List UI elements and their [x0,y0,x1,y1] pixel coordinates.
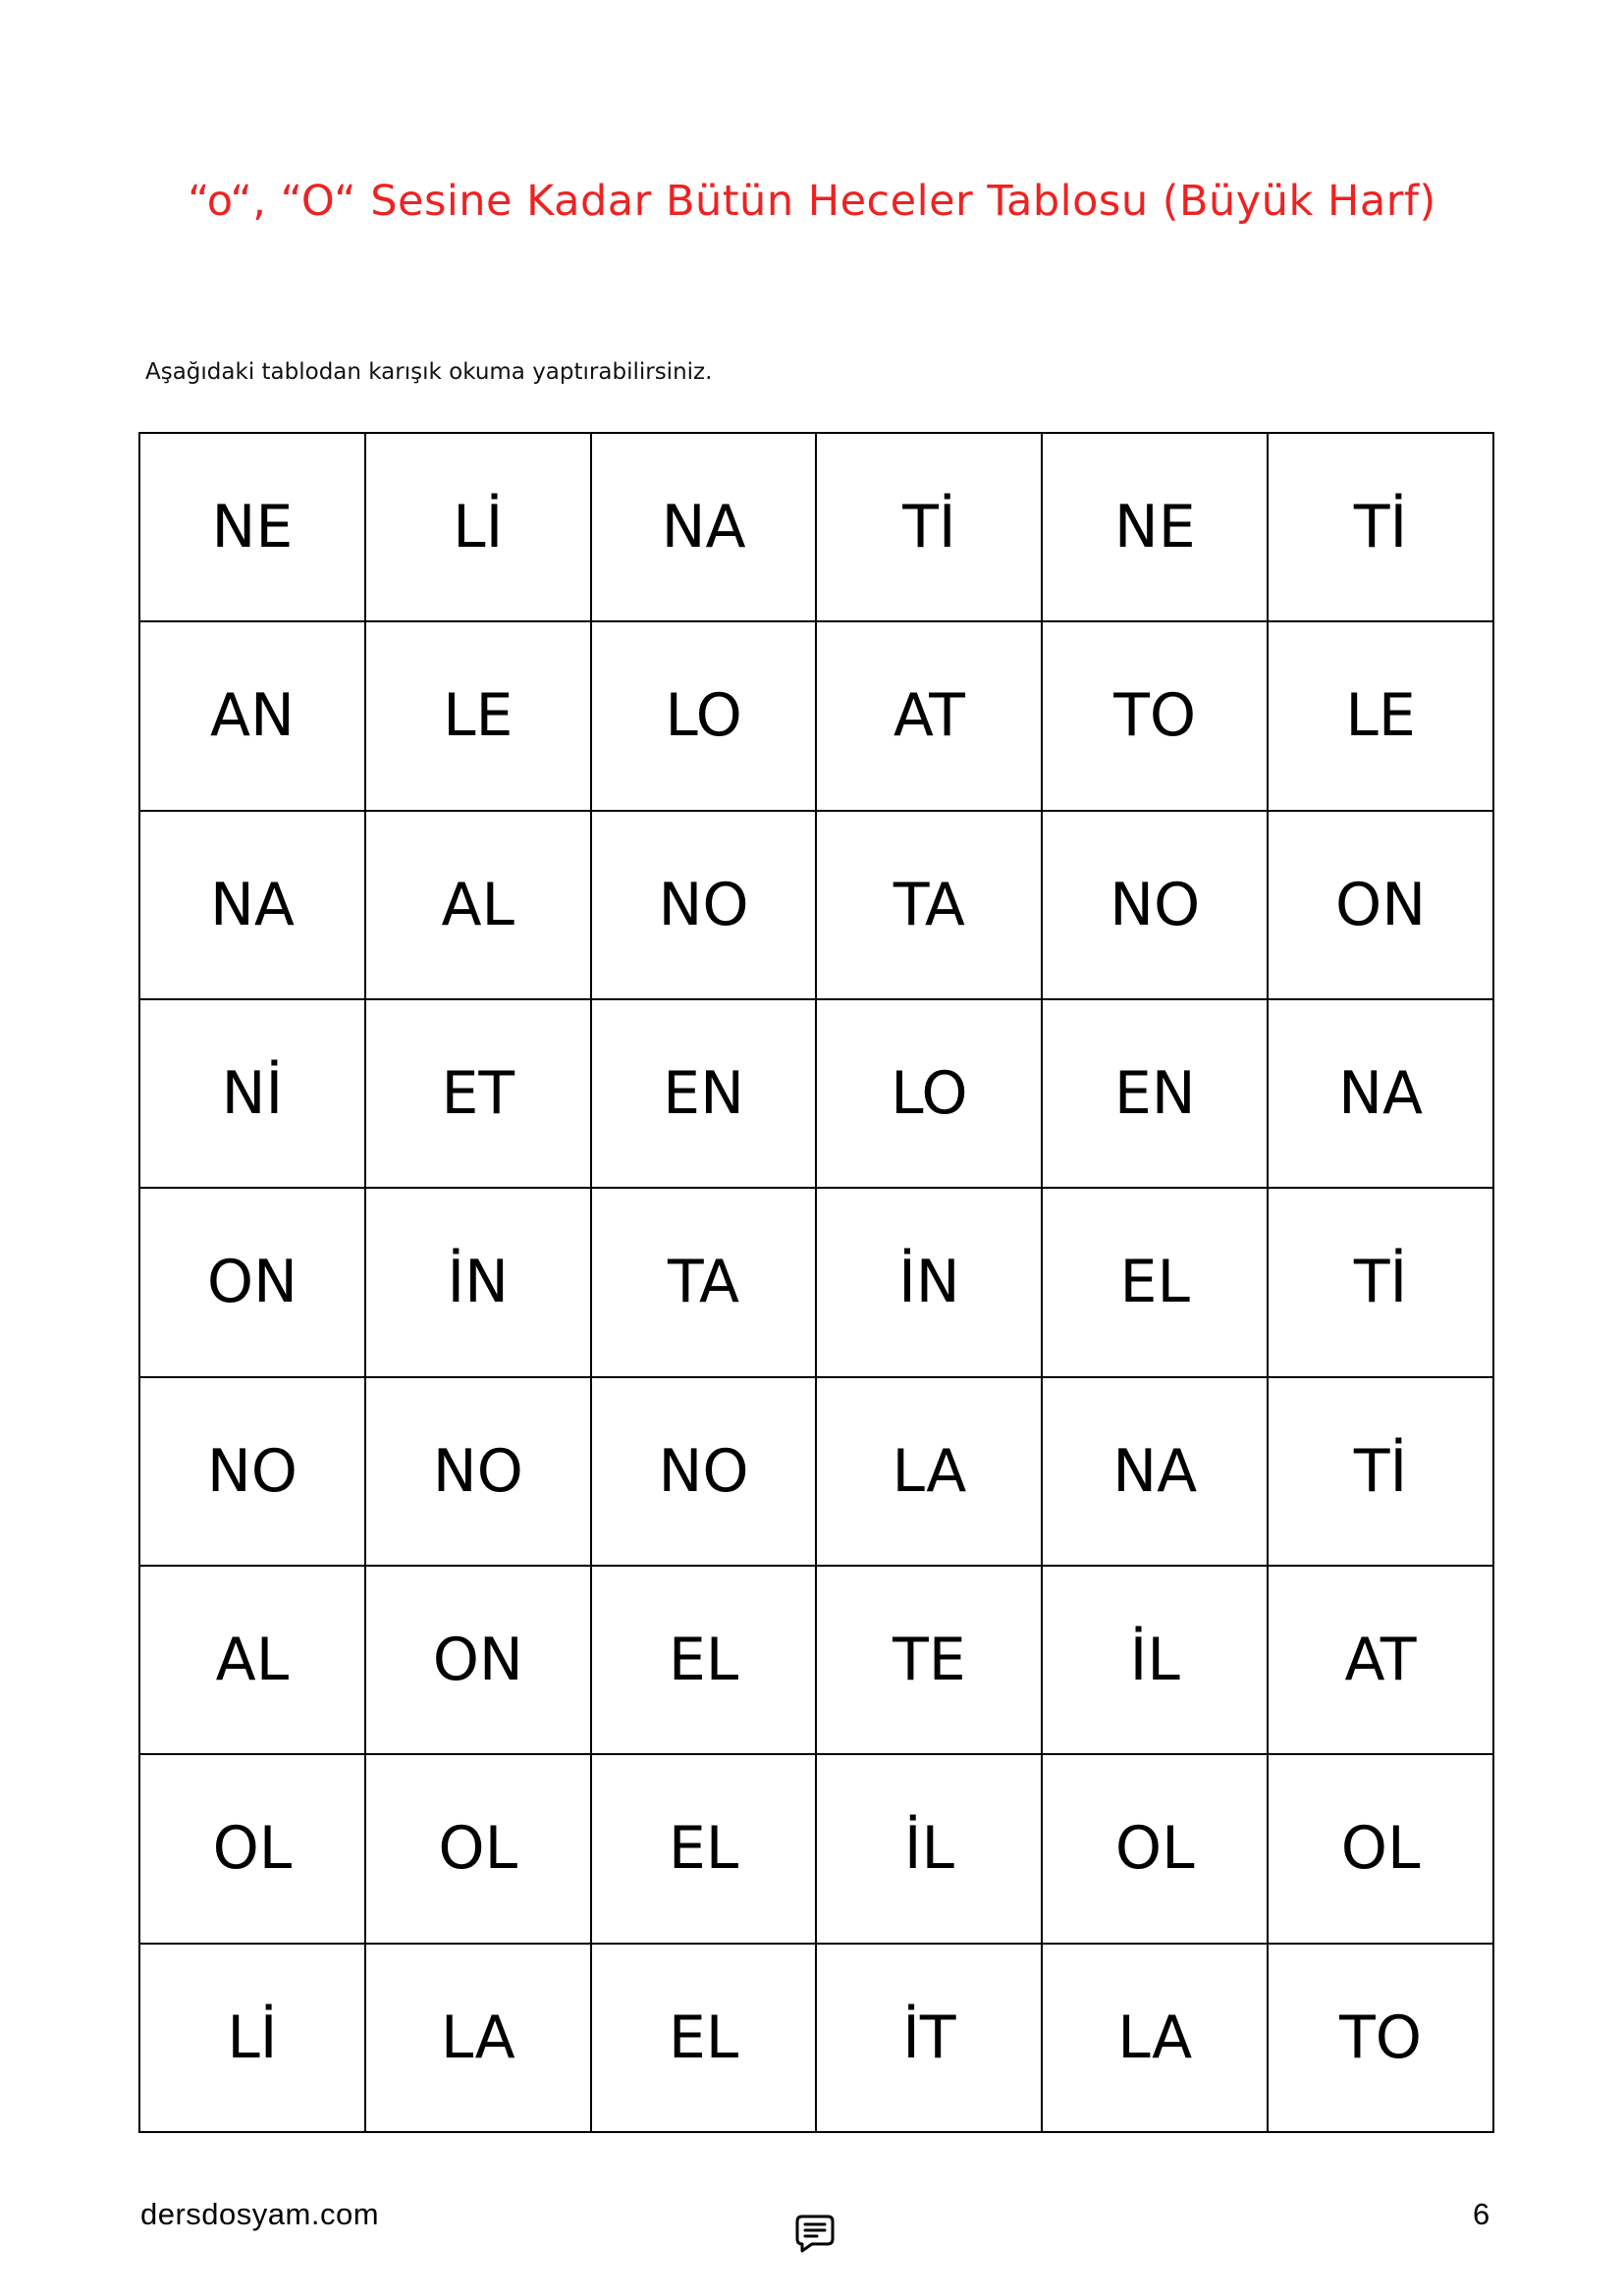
syllable-cell: Tİ [1268,433,1493,621]
syllable-cell: TO [1268,1944,1493,2132]
syllable-cell: İT [816,1944,1042,2132]
syllable-cell: EL [1042,1188,1268,1376]
syllable-cell: AL [365,811,591,999]
syllable-cell: EN [1042,999,1268,1188]
table-row [139,1944,1493,2132]
syllable-cell: OL [1042,1754,1268,1943]
syllable-cell: OL [1268,1754,1493,1943]
table-row [139,433,1493,621]
syllable-cell: TE [816,1566,1042,1754]
syllable-cell: NO [591,811,817,999]
footer-site-name: dersdosyam.com [140,2197,380,2231]
syllable-cell: TO [1042,621,1268,810]
syllable-cell: LA [1042,1944,1268,2132]
syllable-cell: İN [816,1188,1042,1376]
syllable-cell: NA [1042,1377,1268,1566]
syllable-cell: EL [591,1944,817,2132]
syllable-cell: NA [139,811,365,999]
table-row [139,1377,1493,1566]
syllable-cell: Nİ [139,999,365,1188]
syllable-cell: LO [591,621,817,810]
syllable-cell: EL [591,1566,817,1754]
instruction-text: Aşağıdaki tablodan karışık okuma yaptırabilirsiniz. [145,359,713,385]
syllable-cell: Tİ [1268,1188,1493,1376]
syllable-cell: OL [139,1754,365,1943]
syllable-cell: ET [365,999,591,1188]
syllable-cell: NA [591,433,817,621]
table-row [139,1754,1493,1943]
syllable-cell: ON [139,1188,365,1376]
syllable-cell: NO [139,1377,365,1566]
syllable-cell: ON [365,1566,591,1754]
table-row [139,621,1493,810]
syllable-cell: Lİ [365,433,591,621]
syllable-cell: OL [365,1754,591,1943]
syllable-cell: NO [365,1377,591,1566]
syllable-table-body [139,433,1493,2132]
syllable-cell: LE [1268,621,1493,810]
page-title: “o“, “O“ Sesine Kadar Bütün Heceler Tablosu (Büyük Harf) [188,177,1436,226]
syllable-cell: LA [816,1377,1042,1566]
syllable-cell: AT [816,621,1042,810]
syllable-cell: Lİ [139,1944,365,2132]
syllable-cell: AT [1268,1566,1493,1754]
table-row [139,999,1493,1188]
syllable-cell: Tİ [1268,1377,1493,1566]
syllable-cell: TA [591,1188,817,1376]
syllable-cell: LA [365,1944,591,2132]
syllable-cell: NE [1042,433,1268,621]
table-row [139,1188,1493,1376]
table-row [139,1566,1493,1754]
page-number: 6 [1473,2197,1490,2231]
syllable-cell: EN [591,999,817,1188]
syllable-cell: AN [139,621,365,810]
table-row [139,811,1493,999]
syllable-table [138,432,1494,2133]
syllable-cell: Tİ [816,433,1042,621]
syllable-cell: İN [365,1188,591,1376]
syllable-cell: İL [816,1754,1042,1943]
syllable-cell: NO [591,1377,817,1566]
syllable-cell: EL [591,1754,817,1943]
syllable-cell: LE [365,621,591,810]
syllable-cell: NA [1268,999,1493,1188]
syllable-cell: İL [1042,1566,1268,1754]
syllable-cell: NE [139,433,365,621]
syllable-cell: AL [139,1566,365,1754]
syllable-cell: NO [1042,811,1268,999]
syllable-cell: TA [816,811,1042,999]
syllable-cell: LO [816,999,1042,1188]
syllable-cell: ON [1268,811,1493,999]
document-lines-icon [793,2214,837,2253]
